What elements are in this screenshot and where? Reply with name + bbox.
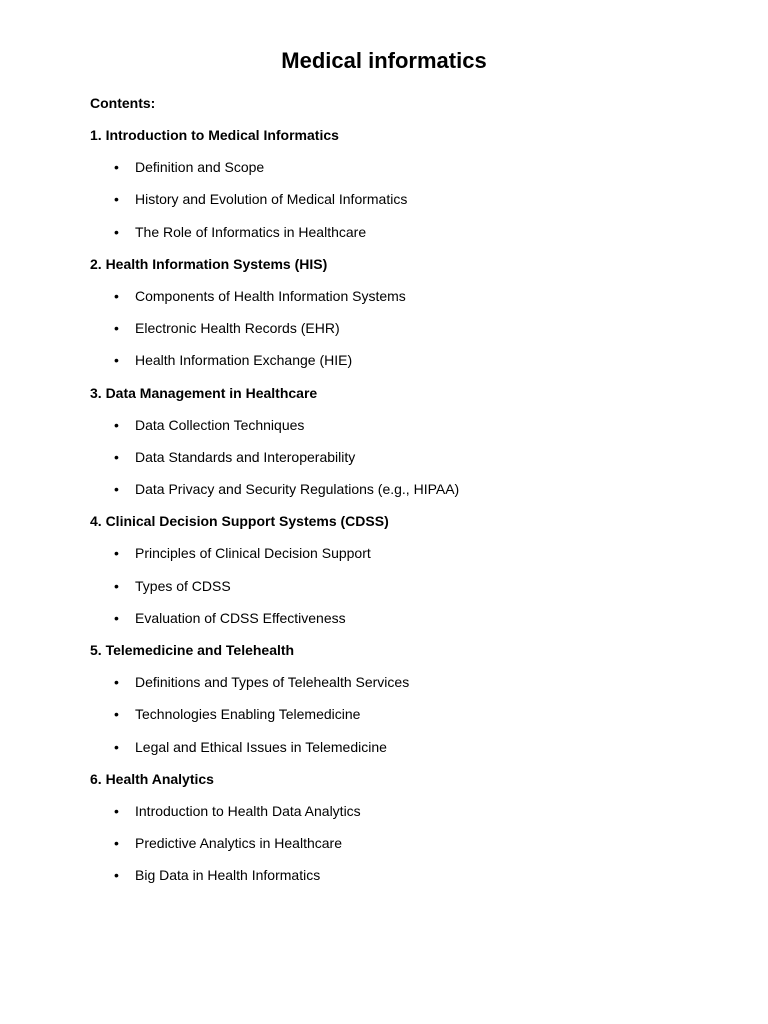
bullet-icon: •: [114, 674, 119, 691]
bullet-icon: •: [114, 287, 119, 304]
bullet-icon: •: [114, 223, 119, 240]
bullet-icon: •: [114, 320, 119, 337]
list-item-text: Introduction to Health Data Analytics: [135, 802, 361, 819]
contents-section: [90, 640, 730, 757]
list-item: [90, 189, 730, 209]
list-item-text: Big Data in Health Informatics: [135, 867, 321, 884]
list-item-text: Data Standards and Interoperability: [135, 448, 356, 465]
bullet-icon: •: [114, 706, 119, 723]
contents-section: [90, 383, 730, 500]
list-item: [90, 833, 730, 853]
bullet-icon: •: [114, 191, 119, 208]
list-item: [90, 801, 730, 821]
contents-list: [90, 125, 730, 898]
list-item-text: Types of CDSS: [135, 577, 231, 594]
list-item: [90, 415, 730, 435]
bullet-icon: •: [114, 159, 119, 176]
list-item-text: Electronic Health Records (EHR): [135, 320, 340, 337]
list-item: [90, 222, 730, 242]
section-heading: 1. Introduction to Medical Informatics: [90, 127, 339, 143]
section-heading: 6. Health Analytics: [90, 770, 214, 787]
bullet-icon: •: [114, 545, 119, 562]
list-item-text: History and Evolution of Medical Informatics: [135, 191, 408, 208]
section-item-list: [90, 801, 730, 885]
list-item-text: Evaluation of CDSS Effectiveness: [135, 609, 346, 626]
bullet-icon: •: [114, 448, 119, 465]
bullet-icon: •: [114, 481, 119, 498]
list-item: [90, 576, 730, 596]
list-item: [90, 672, 730, 692]
contents-section: [90, 125, 730, 242]
list-item-text: Health Information Exchange (HIE): [135, 352, 353, 369]
section-item-list: [90, 415, 730, 499]
contents-label: Contents:: [90, 95, 156, 111]
section-heading: 2. Health Information Systems (HIS): [90, 255, 328, 272]
list-item: [90, 447, 730, 467]
list-item-text: Components of Health Information Systems: [135, 287, 406, 304]
list-item: [90, 608, 730, 628]
contents-section: [90, 769, 730, 886]
list-item-text: Definitions and Types of Telehealth Services: [135, 674, 410, 691]
bullet-icon: •: [114, 609, 119, 626]
bullet-icon: •: [114, 835, 119, 852]
bullet-icon: •: [114, 802, 119, 819]
list-item: [90, 543, 730, 563]
bullet-icon: •: [114, 352, 119, 369]
list-item: [90, 737, 730, 757]
list-item: [90, 479, 730, 499]
bullet-icon: •: [114, 867, 119, 884]
bullet-icon: •: [114, 416, 119, 433]
list-item: [90, 318, 730, 338]
section-item-list: [90, 157, 730, 241]
list-item-text: Legal and Ethical Issues in Telemedicine: [135, 738, 387, 755]
section-item-list: [90, 672, 730, 756]
bullet-icon: •: [114, 577, 119, 594]
contents-section: [90, 511, 730, 628]
list-item: [90, 704, 730, 724]
list-item-text: Predictive Analytics in Healthcare: [135, 835, 342, 852]
page-title: Medical informatics: [281, 48, 487, 73]
list-item: [90, 865, 730, 885]
section-heading: 4. Clinical Decision Support Systems (CDSS): [90, 513, 389, 530]
list-item: [90, 286, 730, 306]
list-item-text: Data Collection Techniques: [135, 416, 305, 433]
list-item-text: Principles of Clinical Decision Support: [135, 545, 371, 562]
contents-section: [90, 254, 730, 371]
section-heading: 5. Telemedicine and Telehealth: [90, 642, 295, 658]
bullet-icon: •: [114, 738, 119, 755]
list-item-text: Technologies Enabling Telemedicine: [135, 706, 361, 723]
list-item: [90, 157, 730, 177]
list-item-text: Data Privacy and Security Regulations (e.g., HIPAA): [135, 481, 460, 498]
section-item-list: [90, 543, 730, 627]
section-heading: 3. Data Management in Healthcare: [90, 384, 318, 401]
section-item-list: [90, 286, 730, 370]
list-item-text: The Role of Informatics in Healthcare: [135, 223, 367, 240]
list-item-text: Definition and Scope: [135, 159, 265, 176]
list-item: [90, 350, 730, 370]
